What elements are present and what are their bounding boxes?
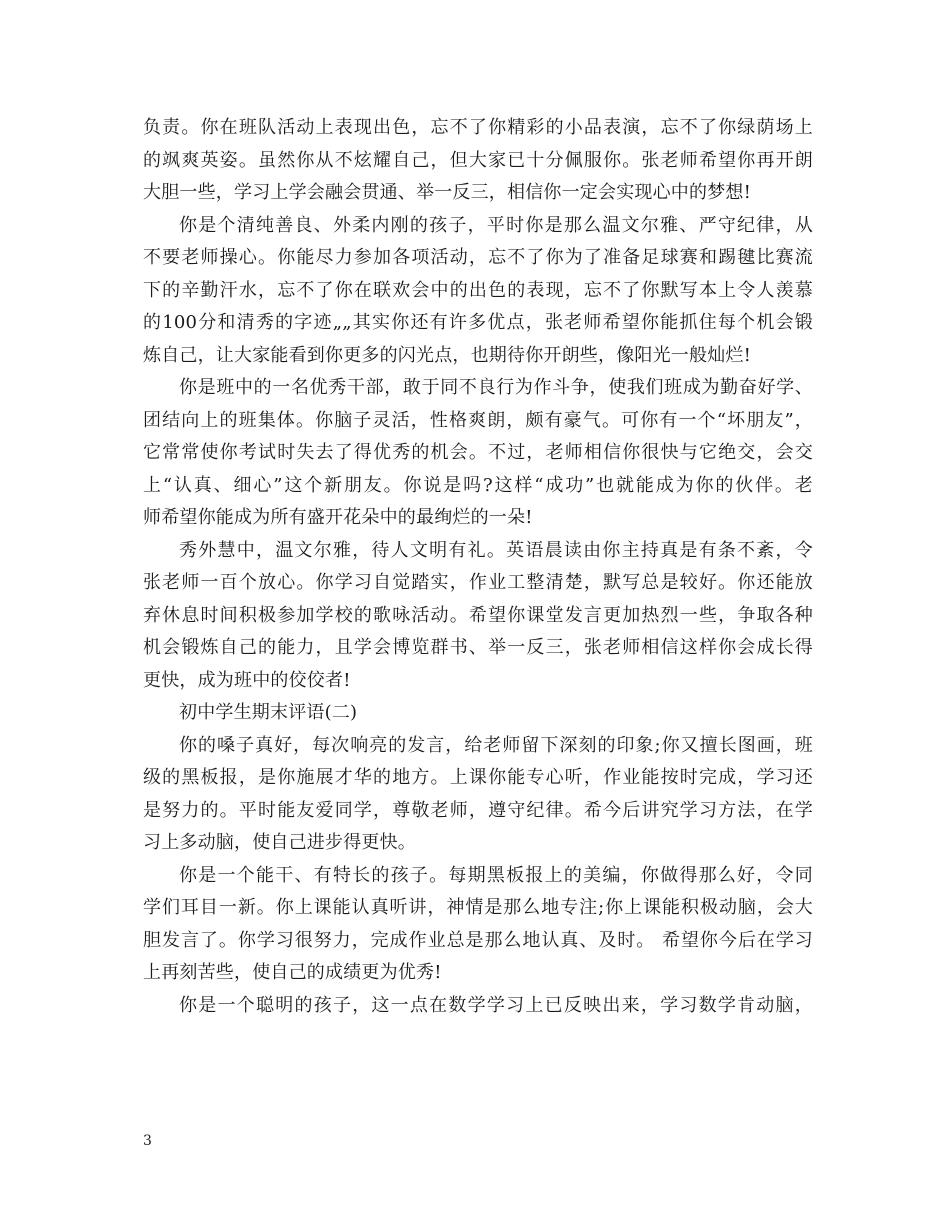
text-line: 是努力的。平时能友爱同学，尊敬老师，遵守纪律。希今后讲究学习方法，在学 <box>143 799 813 821</box>
text-line: 你是班中的一名优秀干部，敢于同不良行为作斗争，使我们班成为勤奋好学、 <box>179 377 813 398</box>
text-line: 张老师一百个放心。你学习自觉踏实，作业工整清楚，默写总是较好。你还能放 <box>143 572 813 593</box>
text-line: 级的黑板报，是你施展才华的地方。上课你能专心听，作业能按时完成，学习还 <box>143 767 813 788</box>
page-number: 3 <box>143 1133 152 1149</box>
text-line: 更快，成为班中的佼佼者! <box>143 669 351 691</box>
text-line: 师希望你能成为所有盛开花朵中的最绚烂的一朵! <box>143 507 533 528</box>
text-line: 的飒爽英姿。虽然你从不炫耀自己，但大家已十分佩服你。张老师希望你再开朗 <box>143 149 813 171</box>
text-line: 秀外慧中，温文尔雅，待人文明有礼。英语晨读由你主持真是有条不紊，令 <box>179 539 813 561</box>
text-line: 大胆一些，学习上学会融会贯通、举一反三，相信你一定会实现心中的梦想! <box>143 182 752 203</box>
text-line: 你是一个能干、有特长的孩子。每期黑板报上的美编，你做得那么好，令同 <box>179 864 813 886</box>
document-body <box>143 112 813 1022</box>
text-line: 机会锻炼自己的能力，且学会博览群书、举一反三，张老师相信这样你会成长得 <box>143 637 813 658</box>
text-line: 你是一个聪明的孩子，这一点在数学学习上已反映出来，学习数学肯动脑， <box>179 994 813 1016</box>
text-line: 上“认真、细心”这个新朋友。你说是吗?这样“成功”也就能成为你的伙伴。老 <box>143 474 813 496</box>
text-line: 不要老师操心。你能尽力参加各项活动，忘不了你为了准备足球赛和踢毽比赛流 <box>143 247 813 268</box>
text-line: 你是个清纯善良、外柔内刚的孩子，平时你是那么温文尔雅、严守纪律，从 <box>179 214 813 236</box>
text-line: 胆发言了。你学习很努力，完成作业总是那么地认真、及时。 希望你今后在学习 <box>143 929 813 951</box>
section-heading: 初中学生期末评语(二) <box>179 702 358 723</box>
text-line: 习上多动脑，使自己进步得更快。 <box>143 832 416 853</box>
text-line: 炼自己，让大家能看到你更多的闪光点，也期待你开朗些，像阳光一般灿烂! <box>143 344 752 366</box>
text-line: 上再刻苦些，使自己的成绩更为优秀! <box>143 962 442 983</box>
text-line: 你的嗓子真好，每次响亮的发言，给老师留下深刻的印象;你又擅长图画，班 <box>179 734 813 756</box>
text-line: 下的辛勤汗水，忘不了你在联欢会中的出色的表现，忘不了你默写本上令人羡慕 <box>143 279 813 301</box>
text-line: 的100分和清秀的字迹„„其实你还有许多优点，张老师希望你能抓住每个机会锻 <box>143 312 813 333</box>
text-line: 团结向上的班集体。你脑子灵活，性格爽朗，颇有豪气。可你有一个“坏朋友”， <box>143 409 813 431</box>
text-line: 学们耳目一新。你上课能认真听讲，神情是那么地专注;你上课能积极动脑，会大 <box>143 897 813 918</box>
text-line: 它常常使你考试时失去了得优秀的机会。不过，老师相信你很快与它绝交，会交 <box>143 442 813 463</box>
text-line: 弃休息时间积极参加学校的歌咏活动。希望你课堂发言更加热烈一些，争取各种 <box>143 604 813 626</box>
text-line: 负责。你在班队活动上表现出色，忘不了你精彩的小品表演，忘不了你绿荫场上 <box>143 117 813 138</box>
